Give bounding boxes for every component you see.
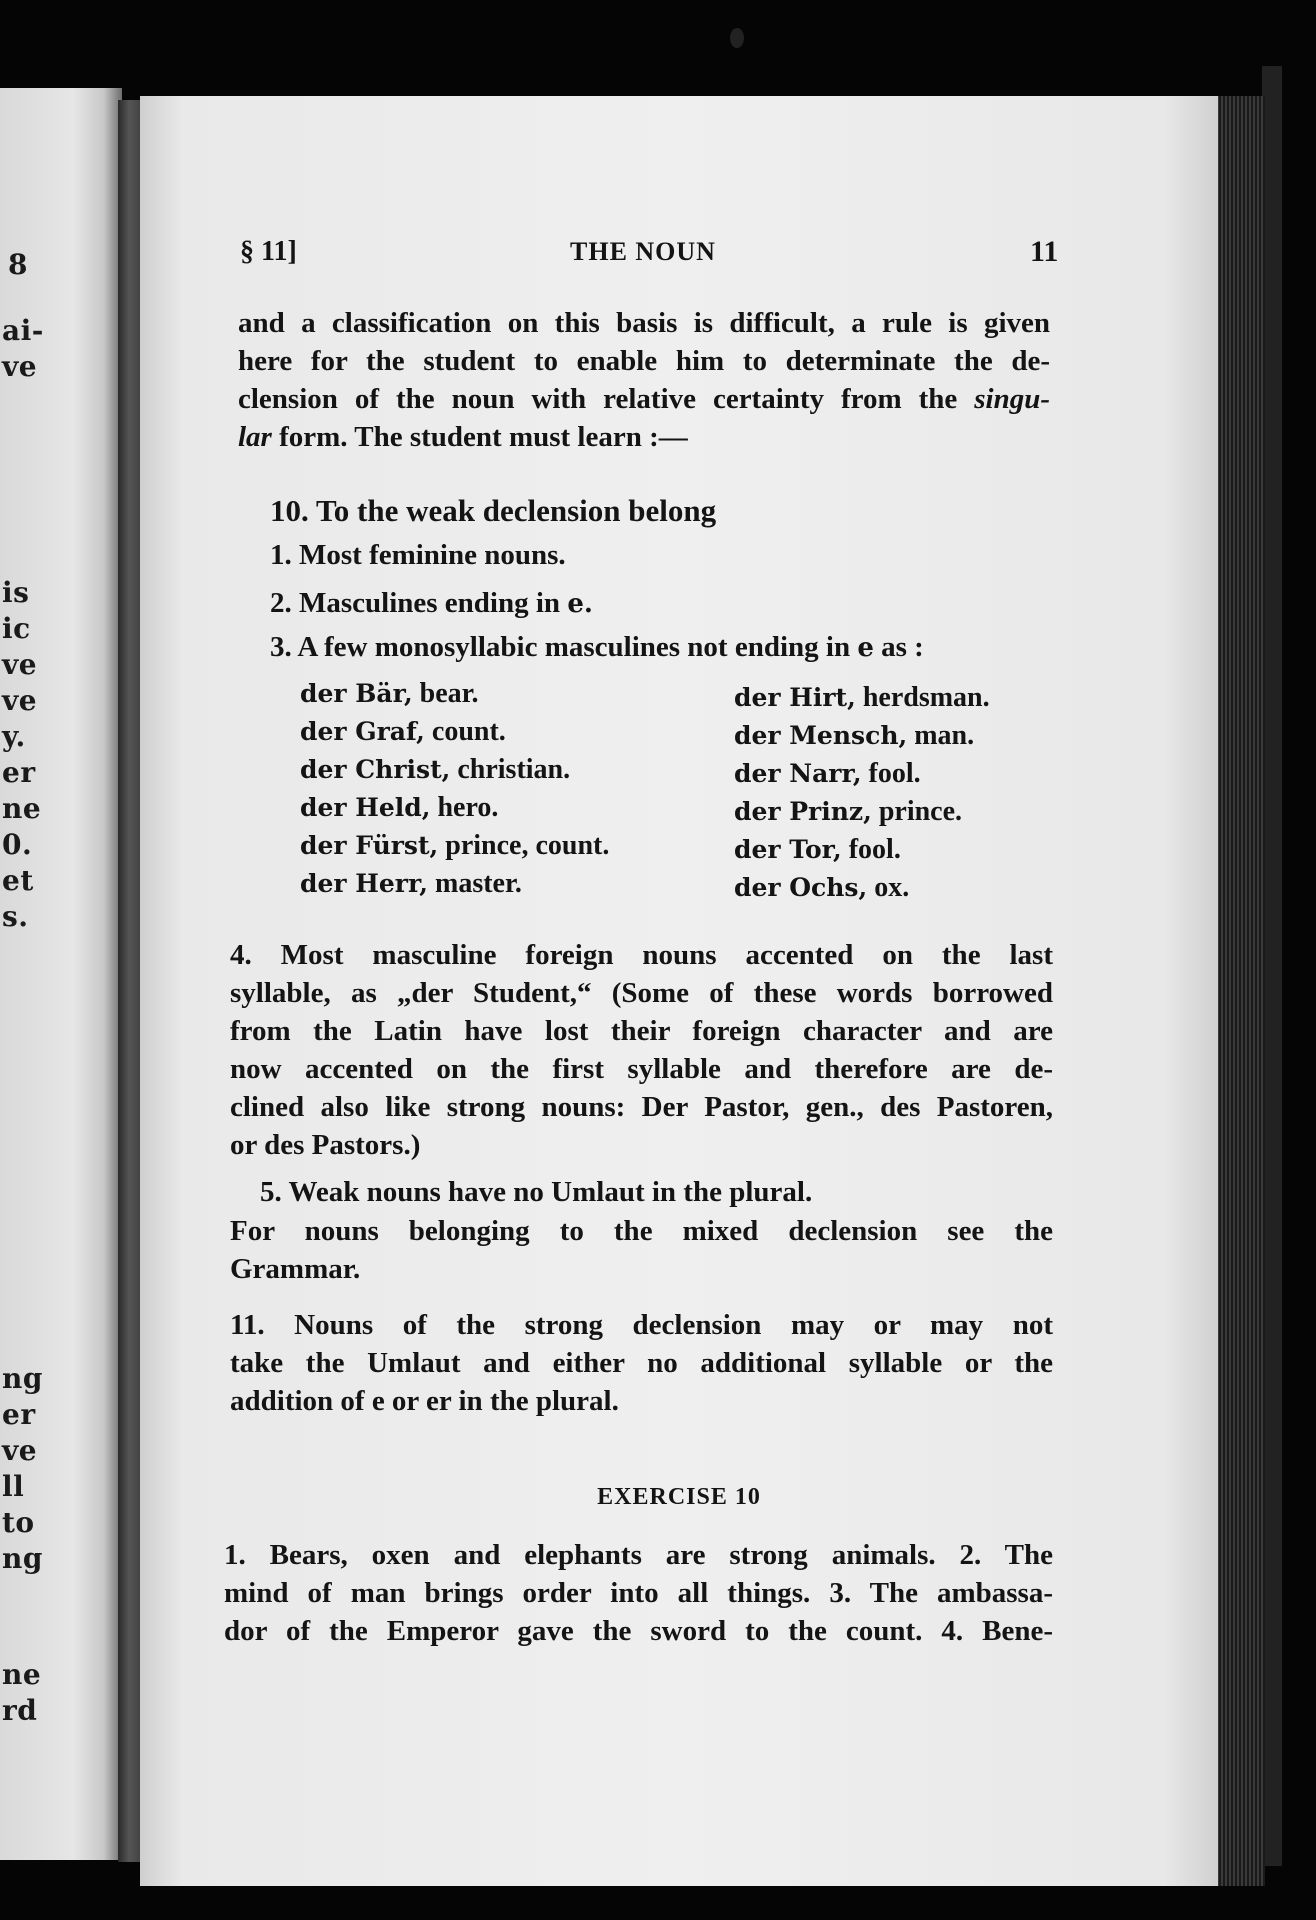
text-segment: as : <box>873 631 924 663</box>
text-line: mind of man brings order into all things. 3. The ambassa- <box>224 1577 1053 1609</box>
rule-item-4 <box>230 936 1053 1164</box>
text-line: from the Latin have lost their foreign character and are <box>230 1015 1053 1047</box>
english-gloss: hero. <box>430 792 499 823</box>
text-segment: clension of the noun with relative certainty from the <box>238 383 975 415</box>
text-line: and a classification on this basis is difficult, a rule is given <box>238 307 1050 339</box>
english-gloss: fool. <box>841 834 901 865</box>
german-noun: der Fürst, <box>300 831 439 860</box>
book-cover-edge <box>1262 66 1282 1866</box>
word-entry <box>300 678 479 710</box>
left-page-fragment: 8 <box>8 248 28 281</box>
german-noun: der Mensch, <box>734 721 908 750</box>
word-entry <box>300 868 522 900</box>
section-11-paragraph <box>230 1306 1053 1420</box>
section-10-heading: 10. To the weak declension belong <box>270 493 717 528</box>
rule-item-3 <box>270 631 924 664</box>
left-page-fragment: ng <box>2 1362 43 1395</box>
fraktur-letter: e. <box>567 589 593 619</box>
word-entry <box>734 834 901 866</box>
german-noun: der Prinz, <box>734 797 872 826</box>
german-noun: der Narr, <box>734 759 862 788</box>
text-line <box>238 418 1050 456</box>
left-page-fragment: ne <box>2 792 42 825</box>
word-entry <box>300 754 570 786</box>
text-line: syllable, as „der Student,“ (Some of these words borrowed <box>230 977 1053 1009</box>
left-page-fragment: s. <box>2 900 29 933</box>
page-number: 11 <box>1030 235 1059 268</box>
exercise-heading: EXERCISE 10 <box>597 1484 761 1510</box>
english-gloss: bear. <box>412 678 479 709</box>
word-entry <box>734 872 909 904</box>
main-page <box>140 96 1218 1886</box>
text-line: now accented on the first syllable and therefore are de- <box>230 1053 1053 1085</box>
text-line: dor of the Emperor gave the sword to the count. 4. Bene- <box>224 1615 1053 1647</box>
german-noun: der Ochs, <box>734 873 868 902</box>
german-noun: der Tor, <box>734 835 842 864</box>
running-title: THE NOUN <box>570 237 716 266</box>
german-noun: der Held, <box>300 793 431 822</box>
left-page-fragment: ve <box>2 648 38 681</box>
italic-word: singu- <box>974 383 1050 415</box>
left-page-fragment: ve <box>2 684 38 717</box>
word-entry <box>300 830 609 862</box>
text-line: 4. Most masculine foreign nouns accented on the last <box>230 939 1053 971</box>
text-line: here for the student to enable him to determinate the de- <box>238 345 1050 377</box>
left-page-fragment: y. <box>2 720 26 753</box>
left-facing-page <box>0 88 122 1860</box>
left-page-fragment: to <box>2 1506 35 1539</box>
english-gloss: prince. <box>871 796 963 827</box>
text-line: addition of e or er in the plural. <box>230 1385 619 1417</box>
text-line: or des Pastors.) <box>230 1129 421 1161</box>
rule-item-2 <box>270 587 593 620</box>
mixed-declension-note <box>230 1212 1053 1288</box>
intro-paragraph <box>238 304 1050 456</box>
text-line: 11. Nouns of the strong declension may or may not <box>230 1309 1053 1341</box>
left-page-fragment: ve <box>2 1434 38 1467</box>
text-line: take the Umlaut and either no additional syllable or the <box>230 1347 1053 1379</box>
word-entry <box>734 796 962 828</box>
left-page-fragment: is <box>2 576 30 609</box>
english-gloss: fool. <box>861 758 921 789</box>
exercise-body <box>224 1536 1053 1650</box>
text-segment: 3. A few monosyllabic masculines not ending in <box>270 631 858 663</box>
german-noun: der Herr, <box>300 869 429 898</box>
german-noun: der Bär, <box>300 679 413 708</box>
left-page-fragment: ng <box>2 1542 43 1575</box>
rule-item-1: 1. Most feminine nouns. <box>270 539 566 571</box>
german-noun: der Christ, <box>300 755 451 784</box>
german-noun: der Graf, <box>300 717 425 746</box>
text-segment: form. The student must learn :— <box>279 421 688 453</box>
left-page-fragment: ic <box>2 612 31 645</box>
word-entry <box>734 720 974 752</box>
left-page-fragment: rd <box>2 1694 38 1727</box>
word-entry <box>734 682 990 714</box>
left-page-fragment: ve <box>2 350 38 383</box>
english-gloss: prince, count. <box>438 830 610 861</box>
left-page-fragment: ll <box>2 1470 25 1503</box>
left-page-fragment: 0. <box>2 828 33 861</box>
english-gloss: man. <box>907 720 975 751</box>
text-line: Grammar. <box>230 1253 361 1285</box>
italic-word: lar <box>238 421 272 453</box>
word-entry <box>300 792 498 824</box>
left-page-fragment: ne <box>2 1658 42 1691</box>
left-page-fragment: er <box>2 1398 36 1431</box>
english-gloss: count. <box>424 716 506 747</box>
text-segment: 2. Masculines ending in <box>270 587 568 619</box>
text-line: 1. Bears, oxen and elephants are strong animals. 2. The <box>224 1539 1053 1571</box>
english-gloss: master. <box>428 868 522 899</box>
word-entry <box>300 716 506 748</box>
section-marker: § 11] <box>240 236 297 267</box>
word-entry <box>734 758 921 790</box>
english-gloss: herdsman. <box>855 682 990 713</box>
text-line: For nouns belonging to the mixed declension see the <box>230 1215 1053 1247</box>
fraktur-letter: e <box>857 633 874 663</box>
german-noun: der Hirt, <box>734 683 856 712</box>
left-page-fragment: er <box>2 756 36 789</box>
left-page-fragment: et <box>2 864 34 897</box>
page-edges <box>1215 96 1265 1886</box>
rule-item-5: 5. Weak nouns have no Umlaut in the plural. <box>260 1176 813 1208</box>
left-page-fragment: ai- <box>2 314 44 347</box>
english-gloss: ox. <box>867 872 910 903</box>
scan-speck <box>730 28 744 48</box>
text-line <box>238 380 1050 418</box>
english-gloss: christian. <box>450 754 571 785</box>
text-line: clined also like strong nouns: Der Pastor, gen., des Pastoren, <box>230 1091 1053 1123</box>
